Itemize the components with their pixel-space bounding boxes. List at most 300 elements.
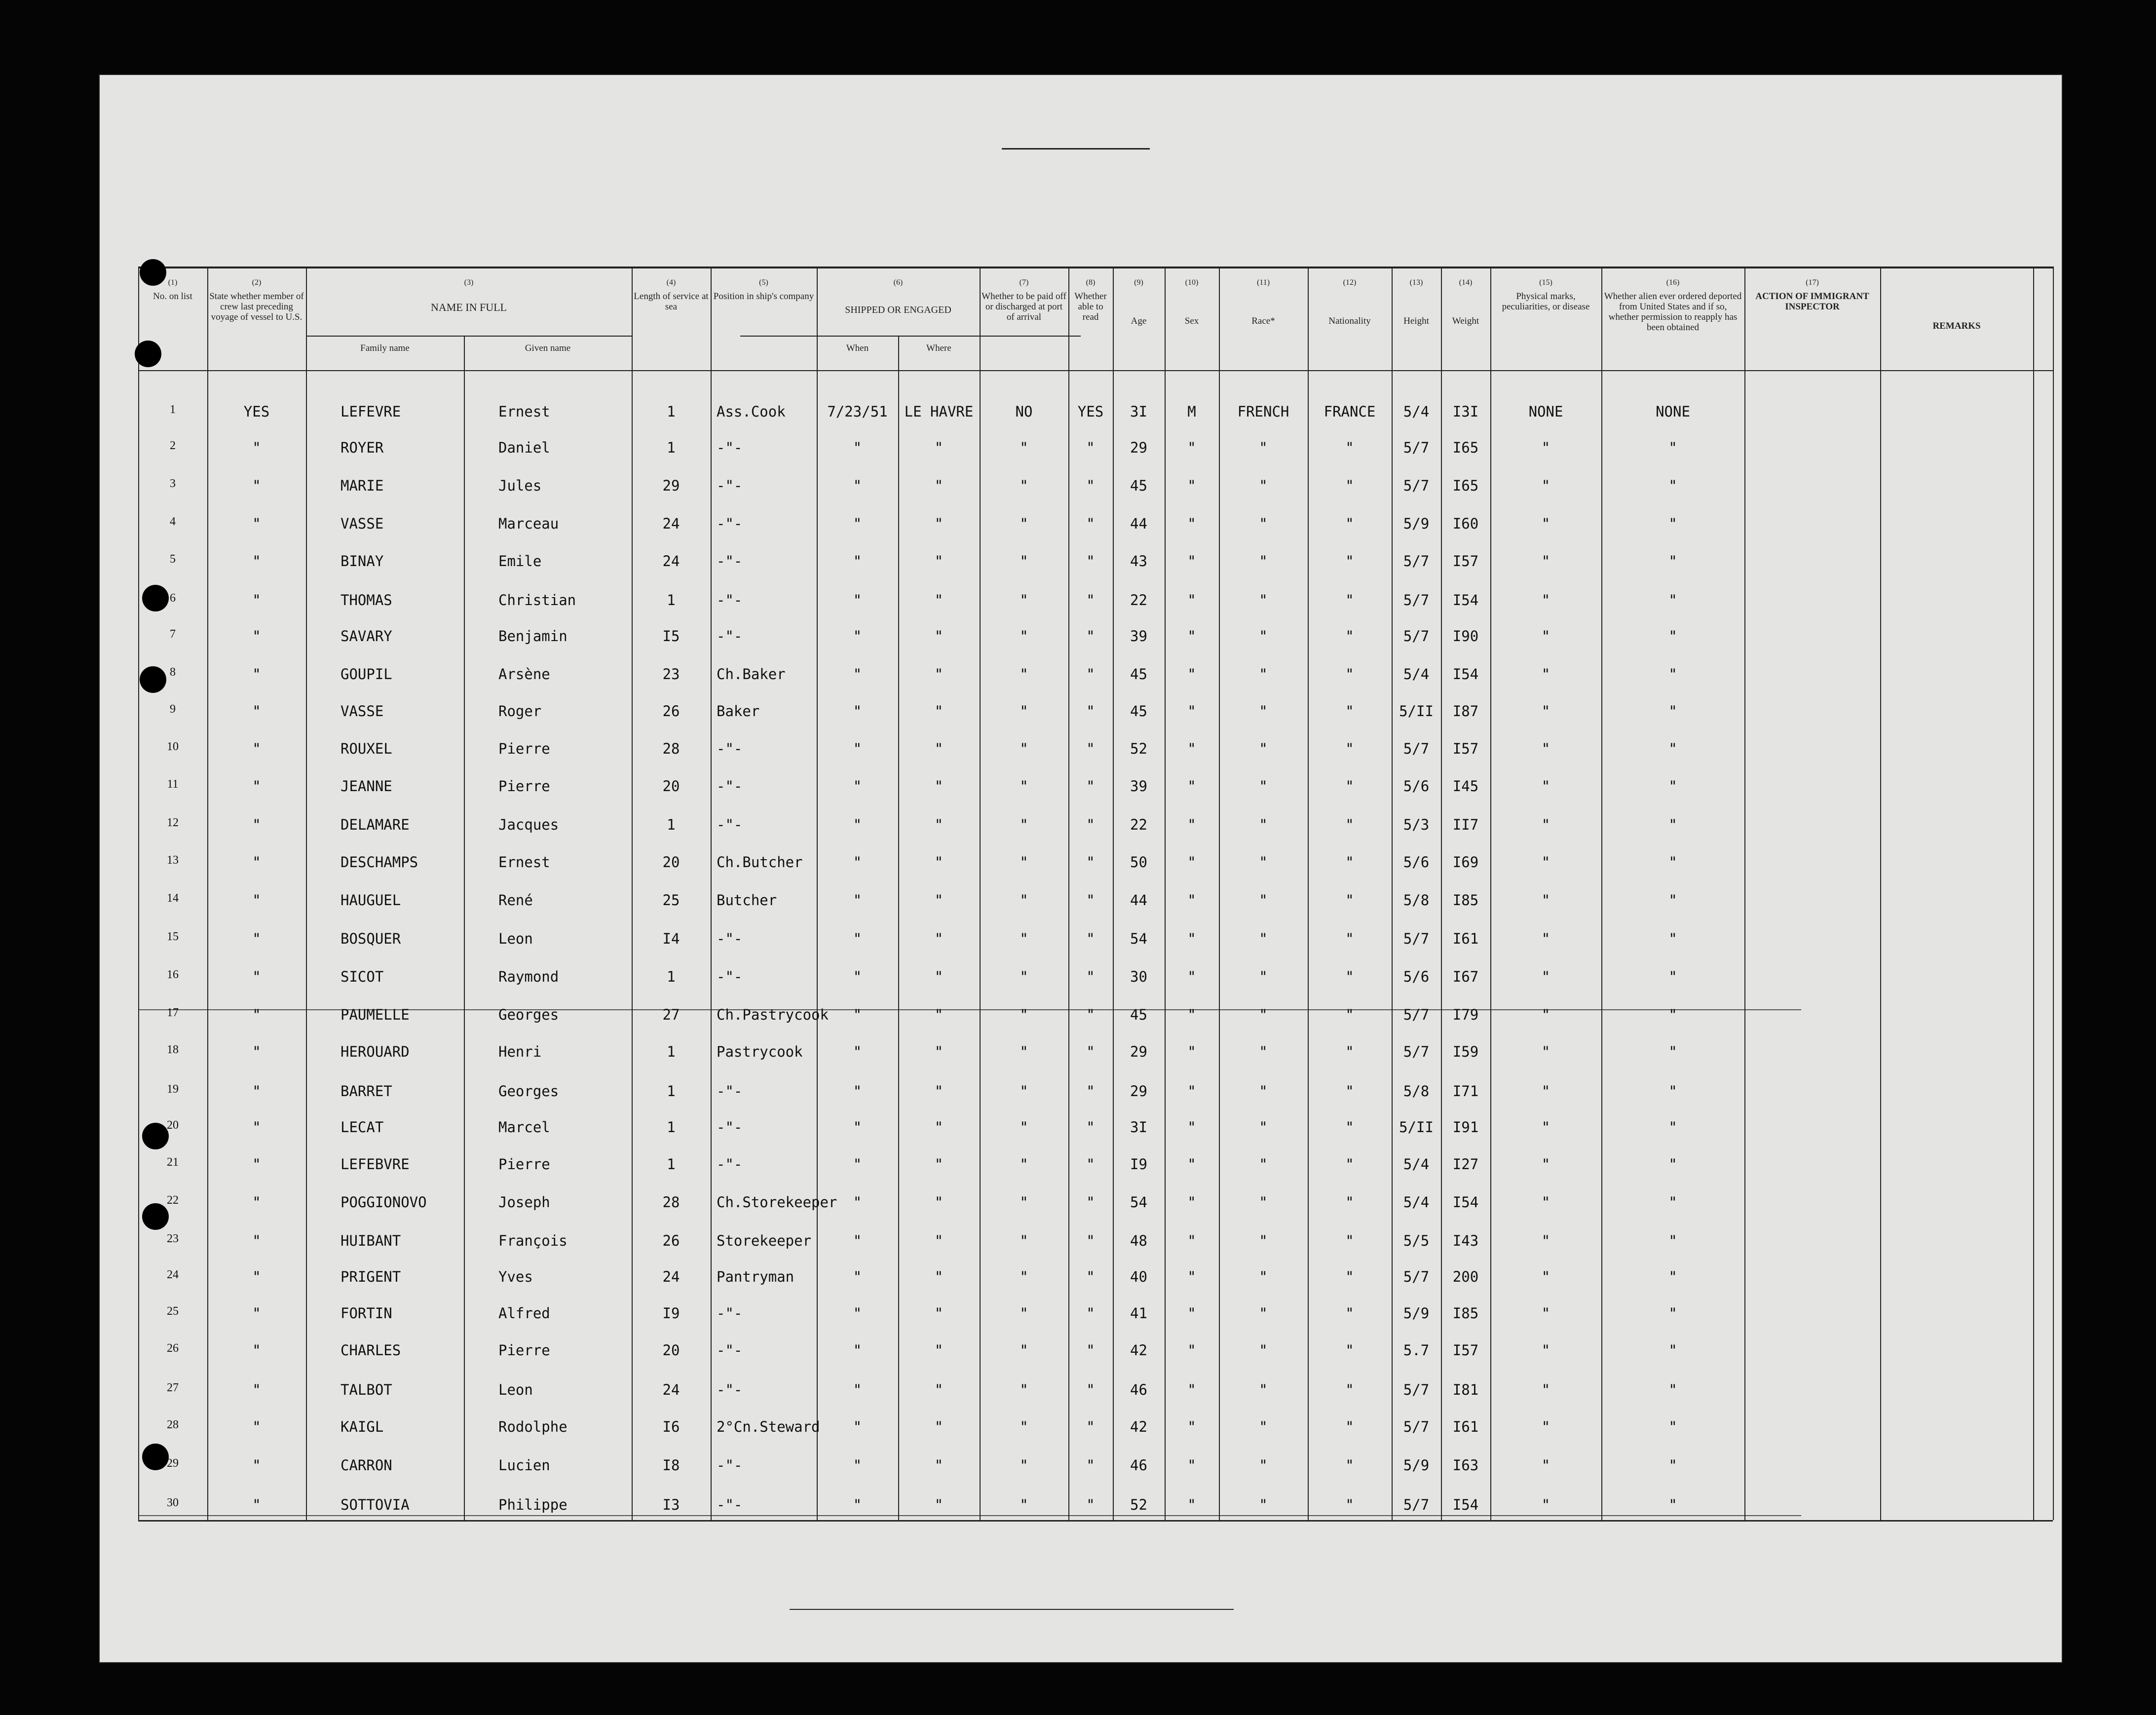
cell-given: Pierre — [498, 1156, 550, 1173]
cell-marks: " — [1541, 1156, 1551, 1173]
cell-weight: I43 — [1452, 1232, 1479, 1249]
cell-deported: " — [1668, 778, 1677, 795]
cell-race: " — [1259, 1418, 1268, 1435]
cell-age: 40 — [1130, 1268, 1147, 1285]
cell-nationality: " — [1345, 740, 1354, 757]
col-header-num: (15) — [1539, 278, 1552, 287]
cell-read: YES — [1077, 403, 1104, 420]
cell-deported: " — [1668, 703, 1677, 720]
cell-height: 5/6 — [1403, 854, 1430, 871]
cell-position: -"- — [717, 1342, 743, 1359]
cell-family: HUIBANT — [340, 1232, 401, 1249]
cell-service: 20 — [662, 1342, 680, 1359]
cell-prev: " — [252, 1006, 261, 1023]
cell-no: 14 — [167, 892, 179, 905]
col-header-c3a: Family name — [360, 343, 410, 353]
cell-deported: " — [1668, 1232, 1677, 1249]
cell-paid: " — [1020, 816, 1028, 833]
cell-where: " — [934, 1268, 944, 1285]
cell-marks: " — [1541, 892, 1551, 909]
cell-read: " — [1086, 854, 1095, 871]
cell-when: " — [853, 1418, 862, 1435]
cell-height: 5/4 — [1403, 1156, 1430, 1173]
cell-service: 1 — [667, 1043, 676, 1060]
cell-when: " — [853, 1232, 862, 1249]
cell-sex: " — [1187, 1268, 1196, 1285]
cell-when: " — [853, 666, 862, 683]
cell-position: Baker — [717, 703, 760, 720]
cell-position: -"- — [717, 740, 743, 757]
column-rule — [1601, 267, 1602, 1520]
cell-paid: " — [1020, 1194, 1028, 1211]
cell-service: 1 — [667, 403, 676, 420]
punch-hole — [135, 341, 161, 367]
cell-prev: " — [252, 553, 261, 570]
column-rule — [464, 336, 465, 1520]
cell-sex: " — [1187, 628, 1196, 645]
cell-paid: " — [1020, 968, 1028, 985]
cell-service: 24 — [662, 1381, 680, 1398]
cell-position: -"- — [717, 628, 743, 645]
cell-paid: " — [1020, 592, 1028, 609]
cell-prev: " — [252, 740, 261, 757]
cell-deported: " — [1668, 854, 1677, 871]
cell-where: " — [934, 1496, 944, 1513]
cell-race: " — [1259, 892, 1268, 909]
col-header-num: (9) — [1134, 278, 1143, 287]
cell-nationality: " — [1345, 1305, 1354, 1322]
cell-position: Pastrycook — [717, 1043, 803, 1060]
cell-age: 22 — [1130, 816, 1147, 833]
cell-no: 2 — [170, 439, 176, 452]
cell-race: " — [1259, 1232, 1268, 1249]
cell-no: 25 — [167, 1305, 179, 1318]
cell-no: 6 — [170, 592, 176, 605]
cell-height: 5/4 — [1403, 1194, 1430, 1211]
cell-prev: " — [252, 968, 261, 985]
col-header-num: (14) — [1459, 278, 1473, 287]
cell-marks: " — [1541, 553, 1551, 570]
cell-nationality: " — [1345, 1119, 1354, 1136]
cell-when: " — [853, 1006, 862, 1023]
cell-height: 5/6 — [1403, 778, 1430, 795]
cell-marks: " — [1541, 703, 1551, 720]
cell-race: " — [1259, 1268, 1268, 1285]
col-header-c6b: Where — [926, 343, 951, 353]
cell-age: 52 — [1130, 740, 1147, 757]
cell-weight: I60 — [1452, 515, 1479, 532]
cell-sex: " — [1187, 1156, 1196, 1173]
cell-where: " — [934, 1342, 944, 1359]
cell-when: " — [853, 1381, 862, 1398]
cell-sex: " — [1187, 1043, 1196, 1060]
cell-where: " — [934, 1083, 944, 1100]
cell-when: " — [853, 477, 862, 494]
col-header-c4: Length of service at sea — [634, 291, 709, 312]
cell-marks: " — [1541, 1232, 1551, 1249]
cell-deported: " — [1668, 439, 1677, 456]
cell-given: Rodolphe — [498, 1418, 567, 1435]
cell-where: " — [934, 1156, 944, 1173]
cell-given: Arsène — [498, 666, 550, 683]
cell-read: " — [1086, 1232, 1095, 1249]
punch-hole — [142, 585, 169, 611]
cell-paid: " — [1020, 628, 1028, 645]
cell-age: 3I — [1130, 1119, 1147, 1136]
cell-paid: " — [1020, 930, 1028, 947]
cell-no: 18 — [167, 1043, 179, 1056]
cell-age: 30 — [1130, 968, 1147, 985]
cell-prev: " — [252, 1268, 261, 1285]
cell-race: " — [1259, 1457, 1268, 1474]
cell-deported: " — [1668, 1418, 1677, 1435]
cell-given: Marceau — [498, 515, 559, 532]
cell-sex: " — [1187, 666, 1196, 683]
col-header-c3: NAME IN FULL — [431, 301, 507, 313]
cell-sex: " — [1187, 703, 1196, 720]
cell-family: DELAMARE — [340, 816, 410, 833]
cell-paid: " — [1020, 553, 1028, 570]
cell-nationality: " — [1345, 854, 1354, 871]
cell-where: " — [934, 930, 944, 947]
cell-service: 23 — [662, 666, 680, 683]
cell-paid: " — [1020, 1006, 1028, 1023]
cell-prev: " — [252, 1342, 261, 1359]
cell-age: 45 — [1130, 477, 1147, 494]
cell-where: " — [934, 778, 944, 795]
cell-paid: " — [1020, 666, 1028, 683]
cell-paid: " — [1020, 1232, 1028, 1249]
cell-given: Roger — [498, 703, 542, 720]
cell-when: " — [853, 1305, 862, 1322]
cell-nationality: " — [1345, 666, 1354, 683]
cell-paid: " — [1020, 1268, 1028, 1285]
cell-prev: " — [252, 439, 261, 456]
cell-race: " — [1259, 666, 1268, 683]
cell-service: 1 — [667, 1119, 676, 1136]
cell-paid: " — [1020, 778, 1028, 795]
cell-weight: I63 — [1452, 1457, 1479, 1474]
cell-service: 1 — [667, 816, 676, 833]
cell-sex: " — [1187, 515, 1196, 532]
cell-when: " — [853, 968, 862, 985]
column-rule — [138, 267, 139, 1520]
cell-height: 5/7 — [1403, 740, 1430, 757]
cell-nationality: " — [1345, 1156, 1354, 1173]
cell-family: CHARLES — [340, 1342, 401, 1359]
col-header-num: (5) — [759, 278, 768, 287]
cell-deported: " — [1668, 477, 1677, 494]
cell-height: 5/6 — [1403, 968, 1430, 985]
cell-weight: I85 — [1452, 1305, 1479, 1322]
cell-weight: I57 — [1452, 1342, 1479, 1359]
cell-age: 42 — [1130, 1418, 1147, 1435]
cell-given: Alfred — [498, 1305, 550, 1322]
column-rule — [1165, 267, 1166, 1520]
cell-read: " — [1086, 1083, 1095, 1100]
cell-race: " — [1259, 703, 1268, 720]
cell-where: LE HAVRE — [904, 403, 974, 420]
cell-nationality: " — [1345, 1381, 1354, 1398]
cell-marks: " — [1541, 515, 1551, 532]
cell-height: 5/7 — [1403, 592, 1430, 609]
cell-read: " — [1086, 1418, 1095, 1435]
cell-given: Benjamin — [498, 628, 567, 645]
cell-paid: " — [1020, 477, 1028, 494]
cell-when: " — [853, 816, 862, 833]
cell-race: " — [1259, 1006, 1268, 1023]
cell-given: Philippe — [498, 1496, 567, 1513]
cell-no: 24 — [167, 1268, 179, 1281]
cell-family: ROYER — [340, 439, 384, 456]
col-header-num: (13) — [1409, 278, 1423, 287]
cell-read: " — [1086, 1119, 1095, 1136]
cell-where: " — [934, 892, 944, 909]
cell-where: " — [934, 968, 944, 985]
cell-marks: " — [1541, 778, 1551, 795]
col-header-c5: Position in ship's company — [713, 291, 814, 302]
cell-given: Lucien — [498, 1457, 550, 1474]
cell-read: " — [1086, 892, 1095, 909]
cell-service: I4 — [662, 930, 680, 947]
cell-given: Raymond — [498, 968, 559, 985]
cell-position: -"- — [717, 930, 743, 947]
header-bottom-rule — [138, 370, 2053, 371]
cell-prev: " — [252, 892, 261, 909]
cell-weight: I54 — [1452, 1496, 1479, 1513]
cell-service: 1 — [667, 592, 676, 609]
cell-no: 10 — [167, 740, 179, 753]
cell-no: 30 — [167, 1496, 179, 1509]
row-30-strike-line — [138, 1515, 1801, 1516]
cell-given: Henri — [498, 1043, 542, 1060]
cell-height: 5/9 — [1403, 1457, 1430, 1474]
cell-position: Ass.Cook — [717, 403, 786, 420]
cell-read: " — [1086, 1043, 1095, 1060]
cell-no: 17 — [167, 1006, 179, 1019]
cell-where: " — [934, 1006, 944, 1023]
cell-age: 45 — [1130, 666, 1147, 683]
col-header-c17: ACTION OF IMMIGRANT INSPECTOR — [1755, 291, 1869, 312]
cell-where: " — [934, 854, 944, 871]
cell-age: 3I — [1130, 403, 1147, 420]
cell-family: JEANNE — [340, 778, 392, 795]
column-rule — [1490, 267, 1491, 1520]
cell-race: " — [1259, 778, 1268, 795]
cell-age: 52 — [1130, 1496, 1147, 1513]
table-top-rule — [138, 267, 2053, 268]
column-rule — [1113, 267, 1114, 1520]
cell-service: I8 — [662, 1457, 680, 1474]
cell-age: 22 — [1130, 592, 1147, 609]
cell-height: 5.7 — [1403, 1342, 1430, 1359]
cell-weight: I59 — [1452, 1043, 1479, 1060]
cell-position: 2°Cn.Steward — [717, 1418, 820, 1435]
cell-no: 7 — [170, 628, 176, 641]
cell-race: " — [1259, 740, 1268, 757]
cell-given: Daniel — [498, 439, 550, 456]
table-bottom-rule — [138, 1520, 2053, 1522]
cell-service: 26 — [662, 703, 680, 720]
cell-when: " — [853, 892, 862, 909]
cell-prev: " — [252, 1119, 261, 1136]
cell-read: " — [1086, 439, 1095, 456]
cell-no: 15 — [167, 930, 179, 943]
cell-no: 29 — [167, 1457, 179, 1470]
cell-prev: " — [252, 477, 261, 494]
cell-nationality: " — [1345, 1496, 1354, 1513]
cell-given: Emile — [498, 553, 542, 570]
cell-position: Storekeeper — [717, 1232, 812, 1249]
cell-sex: " — [1187, 740, 1196, 757]
cell-position: -"- — [717, 1083, 743, 1100]
cell-race: " — [1259, 1342, 1268, 1359]
cell-nationality: " — [1345, 930, 1354, 947]
cell-given: Ernest — [498, 854, 550, 871]
cell-where: " — [934, 1119, 944, 1136]
title-rule — [1002, 148, 1150, 150]
cell-service: 20 — [662, 854, 680, 871]
cell-weight: I65 — [1452, 439, 1479, 456]
column-rule — [1219, 267, 1220, 1520]
cell-family: BOSQUER — [340, 930, 401, 947]
cell-weight: I69 — [1452, 854, 1479, 871]
cell-given: Ernest — [498, 403, 550, 420]
cell-paid: " — [1020, 1342, 1028, 1359]
cell-height: 5/7 — [1403, 628, 1430, 645]
cell-no: 28 — [167, 1418, 179, 1431]
cell-marks: " — [1541, 477, 1551, 494]
cell-family: LEFEVRE — [340, 403, 401, 420]
cell-prev: " — [252, 1156, 261, 1173]
cell-no: 5 — [170, 553, 176, 566]
cell-sex: " — [1187, 1496, 1196, 1513]
cell-age: 29 — [1130, 1083, 1147, 1100]
cell-height: 5/5 — [1403, 1232, 1430, 1249]
cell-family: THOMAS — [340, 592, 392, 609]
cell-given: Christian — [498, 592, 576, 609]
cell-race: " — [1259, 930, 1268, 947]
cell-when: " — [853, 592, 862, 609]
cell-no: 21 — [167, 1156, 179, 1169]
cell-height: 5/II — [1399, 703, 1434, 720]
cell-height: 5/7 — [1403, 1418, 1430, 1435]
cell-paid: " — [1020, 854, 1028, 871]
punch-hole — [142, 1444, 169, 1470]
cell-no: 9 — [170, 703, 176, 716]
cell-when: " — [853, 1043, 862, 1060]
cell-nationality: " — [1345, 1232, 1354, 1249]
cell-given: René — [498, 892, 533, 909]
cell-deported: " — [1668, 1043, 1677, 1060]
manifest-sheet — [99, 74, 2063, 1663]
cell-paid: " — [1020, 892, 1028, 909]
cell-service: 1 — [667, 439, 676, 456]
cell-height: 5/4 — [1403, 403, 1430, 420]
col-header-c6: SHIPPED OR ENGAGED — [845, 305, 951, 315]
cell-age: 48 — [1130, 1232, 1147, 1249]
cell-age: 42 — [1130, 1342, 1147, 1359]
cell-marks: " — [1541, 1342, 1551, 1359]
cell-height: 5/7 — [1403, 477, 1430, 494]
column-rule — [1441, 267, 1442, 1520]
cell-read: " — [1086, 1457, 1095, 1474]
cell-no: 13 — [167, 854, 179, 867]
cell-age: 44 — [1130, 892, 1147, 909]
cell-read: " — [1086, 592, 1095, 609]
cell-given: Yves — [498, 1268, 533, 1285]
cell-marks: " — [1541, 854, 1551, 871]
col-header-num: (16) — [1666, 278, 1680, 287]
cell-given: Pierre — [498, 1342, 550, 1359]
cell-where: " — [934, 1305, 944, 1322]
cell-where: " — [934, 592, 944, 609]
column-rule — [2033, 267, 2034, 1520]
cell-where: " — [934, 477, 944, 494]
cell-position: Ch.Pastrycook — [717, 1006, 829, 1023]
cell-marks: " — [1541, 1496, 1551, 1513]
cell-where: " — [934, 1232, 944, 1249]
cell-age: 39 — [1130, 778, 1147, 795]
cell-read: " — [1086, 553, 1095, 570]
cell-sex: " — [1187, 1006, 1196, 1023]
cell-weight: 200 — [1452, 1268, 1479, 1285]
cell-no: 23 — [167, 1232, 179, 1245]
cell-marks: " — [1541, 1381, 1551, 1398]
cell-sex: " — [1187, 1194, 1196, 1211]
cell-deported: " — [1668, 515, 1677, 532]
col-header-c15: Physical marks, peculiarities, or disease — [1502, 291, 1590, 312]
cell-nationality: " — [1345, 515, 1354, 532]
cell-deported: " — [1668, 1156, 1677, 1173]
cell-where: " — [934, 515, 944, 532]
cell-height: 5/4 — [1403, 666, 1430, 683]
cell-deported: " — [1668, 592, 1677, 609]
cell-weight: I54 — [1452, 592, 1479, 609]
cell-nationality: " — [1345, 1268, 1354, 1285]
cell-nationality: " — [1345, 816, 1354, 833]
cell-deported: " — [1668, 968, 1677, 985]
cell-when: " — [853, 778, 862, 795]
col-header-c7: Whether to be paid off or discharged at port of arrival — [982, 291, 1066, 322]
cell-deported: " — [1668, 1381, 1677, 1398]
cell-family: DESCHAMPS — [340, 854, 418, 871]
cell-given: Leon — [498, 930, 533, 947]
cell-family: HAUGUEL — [340, 892, 401, 909]
cell-prev: " — [252, 1457, 261, 1474]
cell-weight: I81 — [1452, 1381, 1479, 1398]
cell-paid: " — [1020, 1156, 1028, 1173]
cell-position: -"- — [717, 816, 743, 833]
cell-read: " — [1086, 515, 1095, 532]
cell-race: FRENCH — [1237, 403, 1289, 420]
cell-prev: " — [252, 628, 261, 645]
cell-age: 54 — [1130, 930, 1147, 947]
cell-given: Joseph — [498, 1194, 550, 1211]
col-header-c16: Whether alien ever ordered deported from United States and if so, whether permission to reapply has been obtained — [1604, 291, 1742, 333]
col-header-c2: State whether member of crew last preceding voyage of vessel to U.S. — [209, 291, 304, 322]
col-header-num: (4) — [666, 278, 676, 287]
cell-service: 24 — [662, 553, 680, 570]
cell-height: 5/7 — [1403, 439, 1430, 456]
cell-race: " — [1259, 854, 1268, 871]
cell-service: I5 — [662, 628, 680, 645]
cell-race: " — [1259, 1194, 1268, 1211]
cell-weight: I91 — [1452, 1119, 1479, 1136]
cell-nationality: " — [1345, 968, 1354, 985]
cell-age: 41 — [1130, 1305, 1147, 1322]
cell-sex: " — [1187, 592, 1196, 609]
